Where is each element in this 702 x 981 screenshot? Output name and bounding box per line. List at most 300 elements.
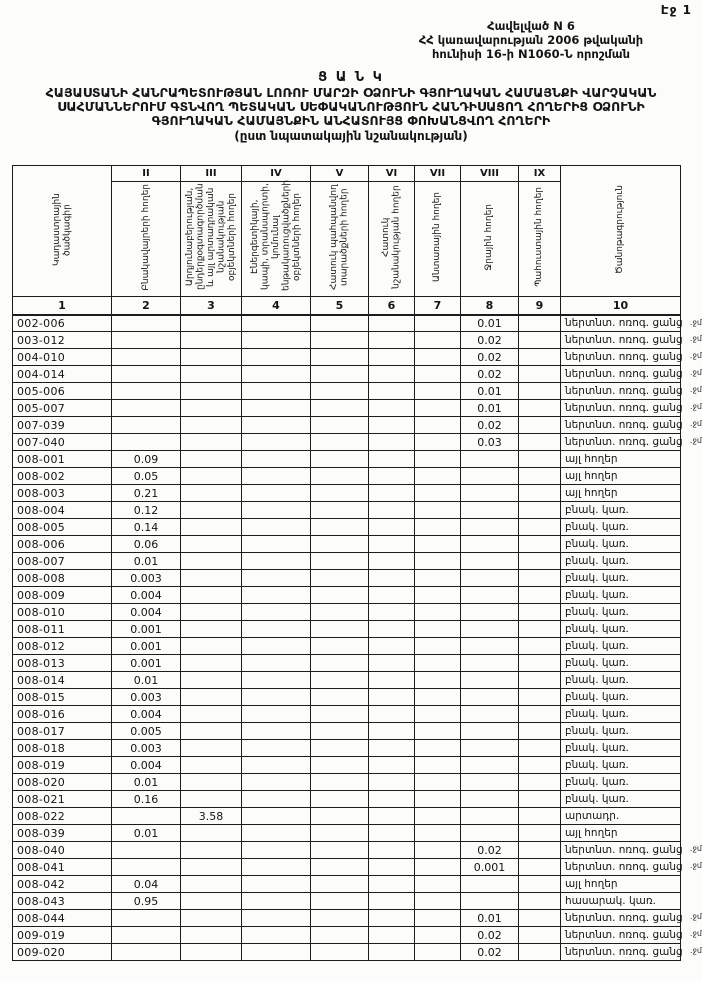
note-text: բնակ. կառ. [565, 555, 629, 567]
value-cell-col8 [461, 740, 519, 757]
value-cell-col6 [369, 927, 415, 944]
note-column-label: Ծանոթագրություն [615, 184, 626, 274]
value-cell-col2: 0.004 [112, 757, 181, 774]
value-cell-col9 [519, 825, 561, 842]
table-row [13, 808, 681, 825]
value-cell-col4 [242, 825, 311, 842]
value-cell-col2: 0.01 [112, 553, 181, 570]
value-cell-col6 [369, 434, 415, 451]
note-text: այլ հողեր [565, 470, 618, 482]
col-index-1: 1 [13, 297, 112, 315]
value-cell-col3 [181, 638, 242, 655]
note-overflow-marker: .ջմ [689, 385, 702, 394]
note-text: հասարակ. կառ. [565, 895, 657, 907]
value-cell-col9 [519, 468, 561, 485]
value-cell-col8: 0.01 [461, 400, 519, 417]
value-cell-col8: 0.01 [461, 315, 519, 332]
note-text: բնակ. կառ. [565, 691, 629, 703]
value-cell-col6 [369, 757, 415, 774]
value-cell-col7 [415, 621, 461, 638]
note-cell [561, 621, 681, 638]
cadastral-code-cell: 008-003 [13, 485, 112, 502]
value-cell-col8 [461, 536, 519, 553]
value-cell-col2: 0.003 [112, 740, 181, 757]
value-cell-col7 [415, 876, 461, 893]
value-cell-col4 [242, 587, 311, 604]
value-cell-col2 [112, 349, 181, 366]
value-cell-col2: 0.16 [112, 791, 181, 808]
value-cell-col7 [415, 757, 461, 774]
value-cell-col6 [369, 910, 415, 927]
value-cell-col9 [519, 434, 561, 451]
note-cell [561, 400, 702, 417]
table-row [13, 638, 681, 655]
value-cell-col4 [242, 621, 311, 638]
value-cell-col8 [461, 774, 519, 791]
value-cell-col5 [311, 468, 369, 485]
value-cell-col8 [461, 876, 519, 893]
table-row [13, 468, 681, 485]
value-cell-col2: 0.001 [112, 655, 181, 672]
note-text: ներտնտ. ոռոգ. ցանց [565, 385, 683, 397]
value-cell-col6 [369, 825, 415, 842]
header-water-lands: Ջրային հողեր [461, 182, 519, 297]
value-cell-col2 [112, 417, 181, 434]
value-cell-col7 [415, 910, 461, 927]
value-cell-col8 [461, 893, 519, 910]
table-row [13, 706, 681, 723]
note-cell [561, 740, 681, 757]
value-cell-col9 [519, 519, 561, 536]
value-cell-col4 [242, 468, 311, 485]
value-cell-col4 [242, 417, 311, 434]
value-cell-col4 [242, 808, 311, 825]
note-cell [561, 723, 681, 740]
value-cell-col2: 0.001 [112, 638, 181, 655]
value-cell-col4 [242, 502, 311, 519]
note-cell [561, 910, 702, 927]
value-cell-col9 [519, 791, 561, 808]
value-cell-col4 [242, 740, 311, 757]
value-cell-col3 [181, 553, 242, 570]
value-cell-col3 [181, 570, 242, 587]
value-cell-col4 [242, 893, 311, 910]
value-cell-col4 [242, 927, 311, 944]
value-cell-col2 [112, 842, 181, 859]
value-cell-col3 [181, 825, 242, 842]
table-row [13, 400, 681, 417]
value-cell-col7 [415, 825, 461, 842]
roman-numeral-IV: IV [242, 166, 311, 182]
value-cell-col9 [519, 740, 561, 757]
note-overflow-marker: .ջմ [689, 334, 702, 343]
col-index-9: 9 [519, 297, 561, 315]
value-cell-col7 [415, 927, 461, 944]
value-cell-col3 [181, 655, 242, 672]
value-cell-col4 [242, 944, 311, 961]
value-cell-col2 [112, 434, 181, 451]
value-cell-col6 [369, 638, 415, 655]
value-cell-col5 [311, 519, 369, 536]
note-text: արտադր. [565, 810, 620, 822]
value-cell-col5 [311, 553, 369, 570]
value-cell-col3 [181, 383, 242, 400]
cadastral-code-cell: 008-039 [13, 825, 112, 842]
value-cell-col8 [461, 706, 519, 723]
cadastral-code-cell: 008-004 [13, 502, 112, 519]
value-cell-col4 [242, 859, 311, 876]
value-cell-col7 [415, 944, 461, 961]
col-index-8: 8 [461, 297, 519, 315]
value-cell-col2: 0.21 [112, 485, 181, 502]
note-overflow-marker: .ջմ [689, 351, 702, 360]
note-text: բնակ. կառ. [565, 657, 629, 669]
value-cell-col9 [519, 910, 561, 927]
value-cell-col9 [519, 536, 561, 553]
value-cell-col9 [519, 417, 561, 434]
page-number: Էջ 1 [660, 3, 692, 17]
value-cell-col6 [369, 859, 415, 876]
value-cell-col9 [519, 349, 561, 366]
value-cell-col6 [369, 723, 415, 740]
value-cell-col7 [415, 808, 461, 825]
value-cell-col4 [242, 366, 311, 383]
value-cell-col7 [415, 553, 461, 570]
value-cell-col2: 0.01 [112, 672, 181, 689]
value-cell-col9 [519, 689, 561, 706]
value-cell-col2: 0.004 [112, 706, 181, 723]
note-overflow-marker: .ջմ [689, 317, 702, 327]
value-cell-col8: 0.03 [461, 434, 519, 451]
col-index-3: 3 [181, 297, 242, 315]
note-cell [561, 825, 681, 842]
value-cell-col5 [311, 315, 369, 332]
value-cell-col2 [112, 366, 181, 383]
value-cell-col5 [311, 842, 369, 859]
note-cell [561, 672, 681, 689]
value-cell-col9 [519, 706, 561, 723]
value-cell-col9 [519, 332, 561, 349]
note-overflow-marker: .ջմ [689, 946, 702, 955]
appendix-reference-block [366, 19, 696, 61]
note-overflow-marker: .ջմ [689, 912, 702, 921]
roman-numeral-V: V [311, 166, 369, 182]
table-row [13, 383, 681, 400]
note-cell [561, 791, 681, 808]
value-cell-col6 [369, 468, 415, 485]
value-cell-col4 [242, 315, 311, 332]
value-cell-col3 [181, 757, 242, 774]
value-cell-col8 [461, 723, 519, 740]
table-row [13, 757, 681, 774]
note-text: բնակ. կառ. [565, 674, 629, 686]
table-row [13, 604, 681, 621]
value-cell-col6 [369, 349, 415, 366]
note-text: բնակ. կառ. [565, 589, 629, 601]
note-text: այլ հողեր [565, 453, 618, 465]
note-text: ներտնտ. ոռոգ. ցանց [565, 334, 683, 346]
cadastral-code-label: Կադաստրային ծածկագիր [51, 193, 72, 266]
value-cell-col6 [369, 740, 415, 757]
value-cell-col3 [181, 315, 242, 332]
value-cell-col8 [461, 553, 519, 570]
value-cell-col2: 0.14 [112, 519, 181, 536]
note-text: այլ հողեր [565, 878, 618, 890]
value-cell-col5 [311, 910, 369, 927]
cadastral-code-cell: 008-019 [13, 757, 112, 774]
note-overflow-marker: .ջմ [689, 402, 702, 411]
note-cell [561, 706, 681, 723]
value-cell-col9 [519, 366, 561, 383]
value-cell-col5 [311, 332, 369, 349]
table-row [13, 366, 681, 383]
value-cell-col8 [461, 485, 519, 502]
col-index-5: 5 [311, 297, 369, 315]
value-cell-col8 [461, 604, 519, 621]
table-row [13, 689, 681, 706]
value-cell-col7 [415, 332, 461, 349]
note-text: ներտնտ. ոռոգ. ցանց [565, 436, 683, 448]
value-cell-col5 [311, 604, 369, 621]
value-cell-col7 [415, 468, 461, 485]
note-cell [561, 553, 681, 570]
value-cell-col7 [415, 859, 461, 876]
value-cell-col9 [519, 400, 561, 417]
note-text: այլ հողեր [565, 487, 618, 499]
note-text: բնակ. կառ. [565, 521, 629, 533]
note-text: ներտնտ. ոռոգ. ցանց [565, 368, 683, 380]
roman-numeral-VII: VII [415, 166, 461, 182]
value-cell-col3 [181, 944, 242, 961]
value-cell-col5 [311, 485, 369, 502]
value-cell-col2 [112, 332, 181, 349]
value-cell-col5 [311, 655, 369, 672]
value-cell-col7 [415, 451, 461, 468]
note-cell [561, 434, 702, 451]
cadastral-code-cell: 008-014 [13, 672, 112, 689]
value-cell-col3 [181, 621, 242, 638]
note-cell [561, 468, 681, 485]
value-cell-col3 [181, 485, 242, 502]
value-cell-col7 [415, 893, 461, 910]
value-cell-col9 [519, 604, 561, 621]
note-cell [561, 859, 702, 876]
value-cell-col9 [519, 553, 561, 570]
value-cell-col9 [519, 655, 561, 672]
table-row [13, 417, 681, 434]
value-cell-col6 [369, 553, 415, 570]
appendix-line-1: Հավելված N 6 [487, 19, 575, 33]
cadastral-code-cell: 009-020 [13, 944, 112, 961]
value-cell-col8 [461, 570, 519, 587]
value-cell-col8 [461, 825, 519, 842]
value-cell-col7 [415, 842, 461, 859]
value-cell-col3 [181, 400, 242, 417]
note-cell [561, 604, 681, 621]
value-cell-col5 [311, 434, 369, 451]
value-cell-col8 [461, 621, 519, 638]
value-cell-col6 [369, 383, 415, 400]
value-cell-col8 [461, 655, 519, 672]
note-text: բնակ. կառ. [565, 572, 629, 584]
value-cell-col7 [415, 723, 461, 740]
value-cell-col5 [311, 536, 369, 553]
value-cell-col4 [242, 536, 311, 553]
note-text: բնակ. կառ. [565, 708, 629, 720]
cadastral-code-cell: 008-005 [13, 519, 112, 536]
value-cell-col9 [519, 774, 561, 791]
col-index-2: 2 [112, 297, 181, 315]
note-text: այլ հողեր [565, 827, 618, 839]
value-cell-col8: 0.02 [461, 332, 519, 349]
note-text: ներտնտ. ոռոգ. ցանց [565, 844, 683, 856]
value-cell-col9 [519, 502, 561, 519]
value-cell-col8 [461, 502, 519, 519]
cadastral-code-cell: 008-001 [13, 451, 112, 468]
value-cell-col5 [311, 893, 369, 910]
value-cell-col4 [242, 723, 311, 740]
value-cell-col3 [181, 468, 242, 485]
value-cell-col5 [311, 689, 369, 706]
header-special-purpose-lands: Հատուկ նշանակության հողեր [369, 182, 415, 297]
value-cell-col3 [181, 519, 242, 536]
roman-numeral-IX: IX [519, 166, 561, 182]
value-cell-col5 [311, 723, 369, 740]
document-title-line-2: ՍԱՀՄԱՆՆԵՐՈՒՄ ԳՏՆՎՈՂ ՊԵՏԱԿԱՆ ՍԵՓԱԿԱՆՈՒԹՅՈՒՆ ՀԱՆԴԻՍԱՑՈՂ ՀՈՂԵՐԻՑ ՕՁՈՒՆԻ [57, 99, 645, 115]
cadastral-code-cell: 004-014 [13, 366, 112, 383]
value-cell-col3 [181, 791, 242, 808]
value-cell-col2: 0.01 [112, 825, 181, 842]
value-cell-col6 [369, 774, 415, 791]
value-cell-col9 [519, 621, 561, 638]
cadastral-code-cell: 008-043 [13, 893, 112, 910]
cadastral-code-cell: 008-044 [13, 910, 112, 927]
value-cell-col6 [369, 672, 415, 689]
header-infrastructure-lands: Էներգետիկայի, կապի, տրանսպորտի, կոմունալ ենթակառուցվածքների օբյեկտների հողեր [242, 182, 311, 297]
note-cell [561, 383, 702, 400]
value-cell-col5 [311, 570, 369, 587]
value-cell-col7 [415, 315, 461, 332]
note-cell [561, 944, 702, 961]
land-transfer-table [12, 165, 702, 961]
note-cell [561, 451, 681, 468]
note-overflow-marker: .ջմ [689, 844, 702, 853]
note-cell [561, 689, 681, 706]
note-cell [561, 332, 702, 349]
value-cell-col4 [242, 791, 311, 808]
document-title-subtitle: (ըստ նպատակային նշանակության) [234, 128, 468, 143]
document-title-line-3: ԳՅՈՒՂԱԿԱՆ ՀԱՄԱՅՆՔԻՆ ԱՆՀԱՏՈՒՅՑ ՓՈԽԱՆՑՎՈՂ ՀՈՂԵՐԻ [151, 113, 551, 129]
note-cell [561, 536, 681, 553]
value-cell-col2 [112, 383, 181, 400]
note-cell [561, 638, 681, 655]
value-cell-col9 [519, 893, 561, 910]
roman-numeral-III: III [181, 166, 242, 182]
note-cell [561, 757, 681, 774]
note-text: բնակ. կառ. [565, 742, 629, 754]
table-row [13, 332, 681, 349]
note-cell [561, 519, 681, 536]
table-row [13, 655, 681, 672]
table-row [13, 519, 681, 536]
value-cell-col2 [112, 927, 181, 944]
cadastral-code-cell: 008-006 [13, 536, 112, 553]
col-index-10: 10 [561, 297, 681, 315]
value-cell-col9 [519, 808, 561, 825]
value-cell-col4 [242, 485, 311, 502]
value-cell-col2: 0.004 [112, 604, 181, 621]
cadastral-code-cell: 008-022 [13, 808, 112, 825]
table-row [13, 740, 681, 757]
value-cell-col8: 0.02 [461, 417, 519, 434]
table-body [13, 315, 702, 961]
value-cell-col5 [311, 927, 369, 944]
value-cell-col7 [415, 638, 461, 655]
table-row [13, 791, 681, 808]
value-cell-col6 [369, 944, 415, 961]
note-cell [561, 485, 681, 502]
cadastral-code-cell: 008-017 [13, 723, 112, 740]
value-cell-col6 [369, 315, 415, 332]
value-cell-col5 [311, 417, 369, 434]
table-row [13, 927, 681, 944]
appendix-line-2: ՀՀ կառավարության 2006 թվականի [418, 33, 644, 47]
cadastral-code-cell: 009-019 [13, 927, 112, 944]
value-cell-col2: 0.09 [112, 451, 181, 468]
note-cell [561, 587, 681, 604]
value-cell-col6 [369, 706, 415, 723]
value-cell-col2: 0.004 [112, 587, 181, 604]
note-text: ներտնտ. ոռոգ. ցանց [565, 861, 683, 873]
value-cell-col7 [415, 672, 461, 689]
value-cell-col3 [181, 366, 242, 383]
cadastral-code-cell: 005-006 [13, 383, 112, 400]
cadastral-code-cell: 008-002 [13, 468, 112, 485]
cadastral-code-cell: 008-013 [13, 655, 112, 672]
value-cell-col9 [519, 587, 561, 604]
value-cell-col6 [369, 485, 415, 502]
cadastral-code-cell: 008-012 [13, 638, 112, 655]
value-cell-col2: 0.005 [112, 723, 181, 740]
value-cell-col3 [181, 672, 242, 689]
header-note [561, 166, 681, 297]
note-text: ներտնտ. ոռոգ. ցանց [565, 402, 683, 414]
value-cell-col2: 0.001 [112, 621, 181, 638]
note-cell [561, 570, 681, 587]
note-overflow-marker: .ջմ [689, 861, 702, 870]
note-cell [561, 774, 681, 791]
value-cell-col6 [369, 570, 415, 587]
value-cell-col6 [369, 808, 415, 825]
note-text: բնակ. կառ. [565, 640, 629, 652]
value-cell-col5 [311, 791, 369, 808]
value-cell-col7 [415, 485, 461, 502]
value-cell-col5 [311, 451, 369, 468]
value-cell-col9 [519, 876, 561, 893]
header-protected-lands: Հատուկ պահպանվող տարածքների հողեր [311, 182, 369, 297]
value-cell-col7 [415, 417, 461, 434]
value-cell-col7 [415, 536, 461, 553]
col-index-4: 4 [242, 297, 311, 315]
value-cell-col5 [311, 672, 369, 689]
value-cell-col5 [311, 621, 369, 638]
table-row [13, 723, 681, 740]
value-cell-col8 [461, 468, 519, 485]
value-cell-col4 [242, 383, 311, 400]
value-cell-col6 [369, 842, 415, 859]
table-row [13, 451, 681, 468]
value-cell-col7 [415, 400, 461, 417]
